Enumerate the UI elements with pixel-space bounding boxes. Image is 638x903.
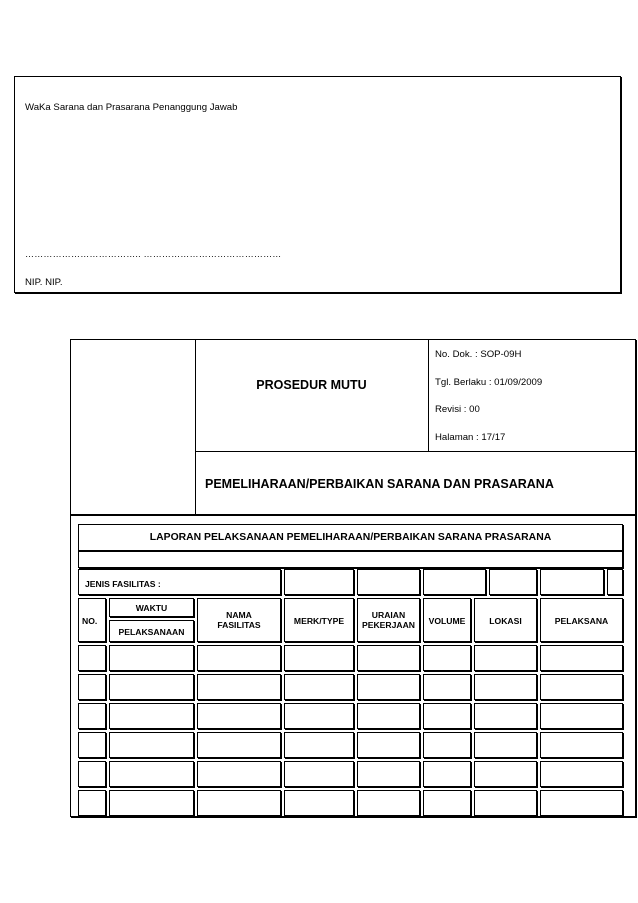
table-cell <box>109 703 194 729</box>
signature-nip: NIP. NIP. <box>25 277 63 288</box>
blank-row <box>78 551 623 568</box>
table-cell <box>540 790 623 816</box>
table-cell <box>423 790 471 816</box>
table-cell <box>109 645 194 671</box>
table-cell <box>109 732 194 758</box>
table-cell <box>78 645 106 671</box>
table-cell <box>540 703 623 729</box>
jenis-blank-cell <box>607 569 623 595</box>
revision: Revisi : 00 <box>435 404 480 415</box>
page-number: Halaman : 17/17 <box>435 432 506 443</box>
table-cell <box>284 732 354 758</box>
table-cell <box>423 761 471 787</box>
document-subtitle: PEMELIHARAAN/PERBAIKAN SARANA DAN PRASARANA <box>205 477 554 491</box>
table-cell <box>540 732 623 758</box>
col-header-volume: VOLUME <box>423 598 471 642</box>
table-cell <box>474 674 537 700</box>
effective-date: Tgl. Berlaku : 01/09/2009 <box>435 377 543 388</box>
table-cell <box>78 703 106 729</box>
table-cell <box>284 761 354 787</box>
table-cell <box>78 674 106 700</box>
table-cell <box>284 790 354 816</box>
table-cell <box>357 790 420 816</box>
table-cell <box>357 645 420 671</box>
subtitle-cell <box>195 452 635 514</box>
table-cell <box>197 732 281 758</box>
table-cell <box>109 790 194 816</box>
table-cell <box>474 732 537 758</box>
report-section <box>70 515 636 817</box>
table-cell <box>109 674 194 700</box>
table-cell <box>78 790 106 816</box>
table-cell <box>474 645 537 671</box>
table-cell <box>474 761 537 787</box>
table-cell <box>540 645 623 671</box>
jenis-blank-cell <box>540 569 604 595</box>
signature-box <box>14 76 621 293</box>
table-cell <box>540 761 623 787</box>
table-cell <box>423 703 471 729</box>
table-cell <box>284 645 354 671</box>
doc-number: No. Dok. : SOP-09H <box>435 349 522 360</box>
table-cell <box>197 645 281 671</box>
table-cell <box>78 732 106 758</box>
jenis-fasilitas-cell <box>78 569 281 595</box>
table-cell <box>423 645 471 671</box>
table-cell <box>357 674 420 700</box>
document-header <box>70 339 636 515</box>
jenis-blank-cell <box>423 569 486 595</box>
signature-role: WaKa Sarana dan Prasarana Penanggung Jawab <box>25 102 238 113</box>
signature-dotted-line: ……………………………….. ……………………………………… <box>25 249 282 259</box>
col-header-pelaksana: PELAKSANA <box>540 598 623 642</box>
col-header-merk: MERK/TYPE <box>284 598 354 642</box>
table-cell <box>197 790 281 816</box>
col-header-pelaksanaan: PELAKSANAAN <box>109 620 194 642</box>
jenis-blank-cell <box>284 569 354 595</box>
table-cell <box>78 761 106 787</box>
table-cell <box>540 674 623 700</box>
table-cell <box>423 732 471 758</box>
table-cell <box>109 761 194 787</box>
logo-cell <box>71 340 196 514</box>
table-cell <box>474 790 537 816</box>
col-header-uraian: URAIAN PEKERJAAN <box>357 598 420 642</box>
title-cell <box>195 340 429 452</box>
table-cell <box>357 761 420 787</box>
table-cell <box>474 703 537 729</box>
table-cell <box>197 674 281 700</box>
report-title: LAPORAN PELAKSANAAN PEMELIHARAAN/PERBAIKAN SARANA PRASARANA <box>149 532 552 543</box>
jenis-blank-cell <box>357 569 420 595</box>
table-cell <box>423 674 471 700</box>
document-meta <box>429 340 635 452</box>
col-header-no: NO. <box>78 598 106 642</box>
table-cell <box>284 674 354 700</box>
document-title: PROSEDUR MUTU <box>256 378 367 392</box>
table-cell <box>197 703 281 729</box>
table-cell <box>357 703 420 729</box>
jenis-fasilitas-label: JENIS FASILITAS : <box>85 579 161 589</box>
col-header-waktu: WAKTU <box>109 598 194 617</box>
table-cell <box>357 732 420 758</box>
report-title-cell <box>78 524 623 551</box>
table-cell <box>284 703 354 729</box>
jenis-blank-cell <box>489 569 537 595</box>
col-header-lokasi: LOKASI <box>474 598 537 642</box>
col-header-nama-fasilitas: NAMA FASILITAS <box>197 598 281 642</box>
table-cell <box>197 761 281 787</box>
